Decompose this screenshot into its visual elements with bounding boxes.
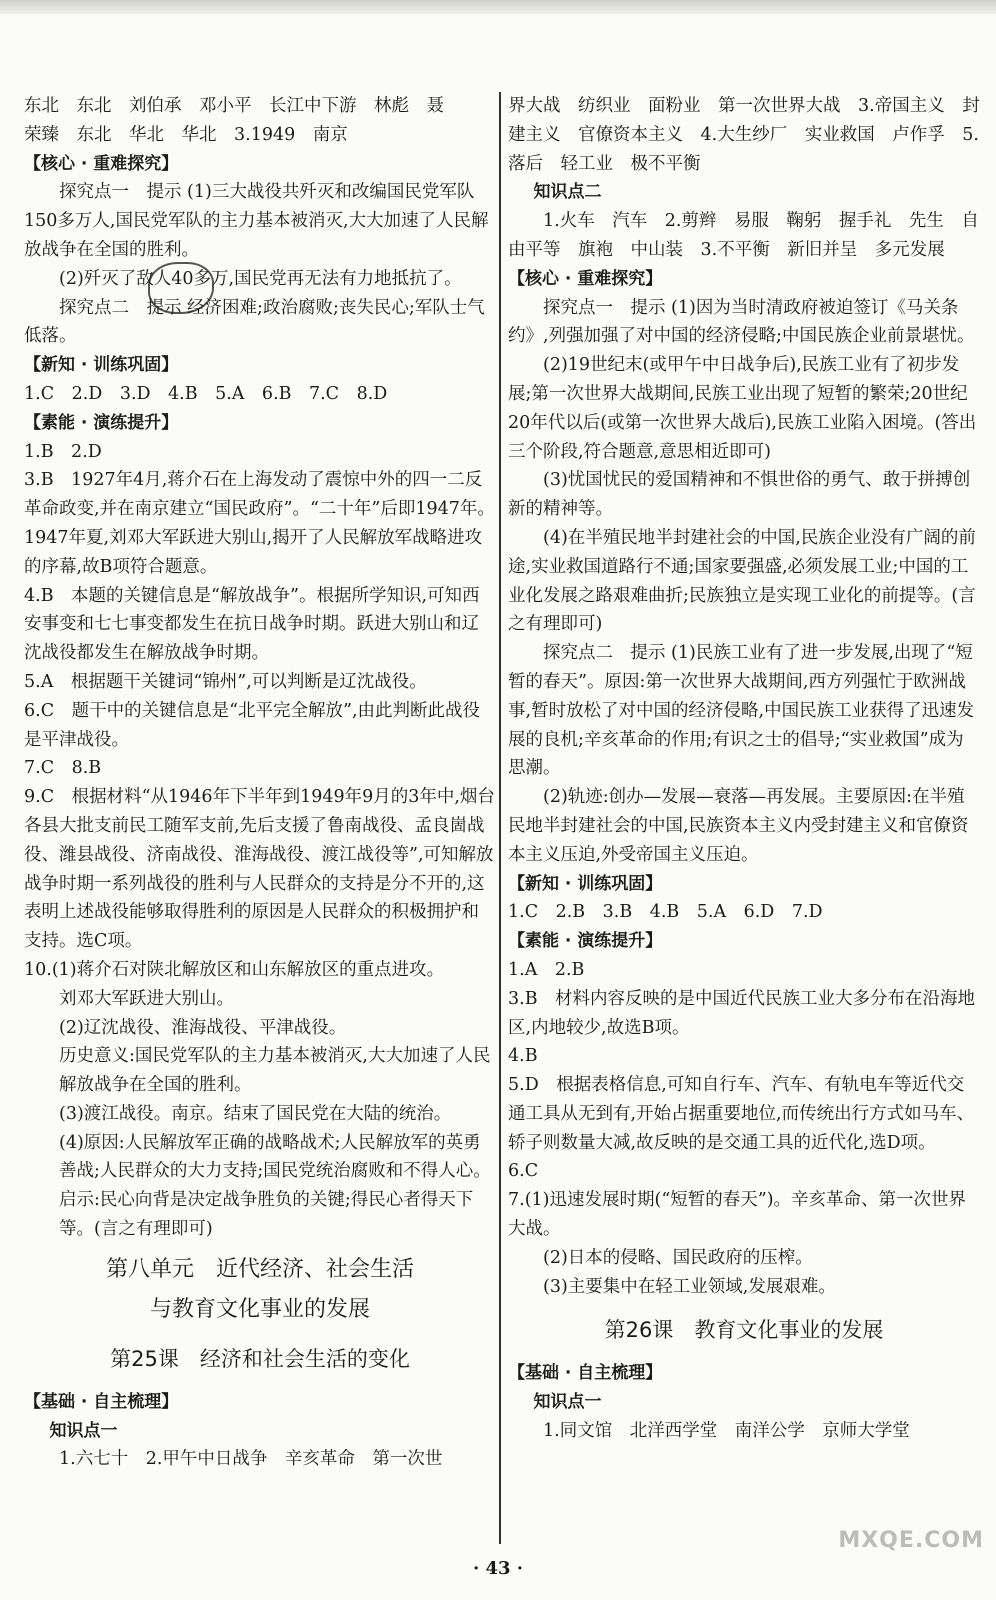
knowledge-point-1-text: 1.六七十 2.甲午中日战争 辛亥革命 第一次世	[59, 1449, 443, 1470]
intro-line-2: 荣臻 东北 华北 华北 3.1949 南京	[24, 124, 348, 145]
knowledge-point-1: 知识点一	[49, 1420, 118, 1441]
unit-title-line-1: 第八单元 近代经济、社会生活	[105, 1256, 414, 1282]
knowledge-point-2: 知识点二	[533, 182, 602, 203]
section-heading-core: 【核心 · 重难探究】	[24, 153, 179, 174]
section-heading-suneng: 【素能 · 演练提升】	[24, 412, 179, 433]
explore-point-1-3: (3)忧国忧民的爱国精神和不惧世俗的勇气、敢于拼搏创新的精神等。	[508, 470, 971, 520]
explore-point-1b: (2)歼灭了敌人40多万,国民党再无法有力地抵抗了。	[59, 268, 462, 289]
suneng-item: 6.C 题干中的关键信息是“北平完全解放”,由此判断此战役是平津战役。	[24, 700, 481, 750]
suneng-item: 5.A 根据题干关键词“锦州”,可以判断是辽沈战役。	[24, 671, 427, 692]
unit-title-line-2: 与教育文化事业的发展	[149, 1296, 370, 1322]
suneng-item: 1.A 2.B	[508, 959, 585, 980]
explore-point-1-2: (2)19世纪末(或甲午中日战争后),民族工业有了初步发展;第一次世界大战期间,民族工业出现了短暂的繁荣;20世纪20年代以后(或第一次世界大战后),民族工业陷入困境。(答出三个阶段,符合题意,意思相近即可)	[508, 355, 977, 462]
lesson-25-title: 第25课 经济和社会生活的变化	[110, 1346, 410, 1371]
knowledge-point-1: 知识点一	[533, 1392, 602, 1413]
section-heading-xinzhi: 【新知 · 训练巩固】	[508, 873, 663, 894]
suneng-item: 3.B 材料内容反映的是中国近代民族工业大多分布在沿海地区,内地较少,故选B项。	[508, 988, 976, 1038]
suneng-item: 4.B	[508, 1046, 538, 1067]
knowledge-point-1-text: 1.同文馆 北洋西学堂 南洋公学 京师大学堂	[543, 1421, 910, 1442]
q10-sub: (3)渡江战役。南京。结束了国民党在大陆的统治。	[59, 1103, 452, 1124]
lesson-26-title: 第26课 教育文化事业的发展	[604, 1318, 884, 1343]
suneng-item: 7.(1)迅速发展时期(“短暂的春天”)。辛亥革命、第一次世界大战。	[508, 1190, 967, 1240]
left-column	[24, 92, 496, 1474]
suneng-item: 7.C 8.B	[24, 758, 102, 779]
top-edge	[0, 0, 996, 14]
explore-point-1: 探究点一 提示 (1)因为当时清政府被迫签订《马关条约》,列强加强了对中国的经济侵略;中国民族企业前景堪忧。	[508, 297, 975, 347]
suneng-item: 3.B 1927年4月,蒋介石在上海发动了震惊中外的四一二反革命政变,并在南京建立“国民政府”。“二十年”后即1947年。1947年夏,刘邓大军跃进大别山,揭开了人民解放军战略进攻的序幕,故B项符合题意。	[24, 470, 495, 577]
section-heading-suneng: 【素能 · 演练提升】	[508, 931, 663, 952]
q10-sub: (2)辽沈战役、淮海战役、平津战役。	[59, 1017, 347, 1038]
suneng-item: 6.C	[508, 1161, 539, 1182]
explore-point-2: 探究点二 提示 (1)民族工业有了进一步发展,出现了“短暂的春天”。原因:第一次世界大战期间,西方列强忙于欧洲战事,暂时放松了对中国的经济侵略,中国民族工业获得了迅速发展的良机;辛亥革命的作用;有识之士的倡导;“实业救国”成为思潮。	[508, 643, 975, 779]
continued-text: 界大战 纺织业 面粉业 第一次世界大战 3.帝国主义 封建主义 官僚资本主义 4.大生纱厂 实业救国 卢作孚 5.落后 轻工业 极不平衡	[508, 96, 980, 174]
suneng-item: 5.D 根据表格信息,可知自行车、汽车、有轨电车等近代交通工具从无到有,开始占据重要地位,而传统出行方式如马车、轿子则数量大减,故反映的是交通工具的近代化,选D项。	[508, 1075, 975, 1153]
xinzhi-answers: 1.C 2.B 3.B 4.B 5.A 6.D 7.D	[508, 902, 823, 923]
watermark: MXQE.COM	[838, 1528, 984, 1553]
page-number: · 43 ·	[472, 1558, 524, 1579]
explore-point-1-4: (4)在半殖民地半封建社会的中国,民族企业没有广阔的前途,实业救国道路行不通;国家要强盛,必须发展工业;中国的工业化发展之路艰难曲折;民族独立是实现工业化的前提等。(言之有理即可)	[508, 527, 976, 635]
right-column	[508, 92, 980, 1446]
suneng-item: 1.B 2.D	[24, 441, 102, 462]
section-heading-core: 【核心 · 重难探究】	[508, 268, 663, 289]
section-heading-xinzhi: 【新知 · 训练巩固】	[24, 355, 179, 376]
knowledge-point-2-text: 1.火车 汽车 2.剪辫 易服 鞠躬 握手礼 先生 自由平等 旗袍 中山装 3.不平衡 新旧并呈 多元发展	[508, 211, 979, 260]
intro-line-1: 东北 东北 刘伯承 邓小平 长江中下游 林彪 聂	[24, 96, 444, 116]
xinzhi-answers: 1.C 2.D 3.D 4.B 5.A 6.B 7.C 8.D	[24, 383, 388, 404]
explore-point-2: 探究点二 提示 经济困难;政治腐败;丧失民心;军队士气低落。	[24, 297, 485, 347]
column-divider	[499, 92, 501, 1544]
q10-sub: 刘邓大军跃进大别山。	[59, 988, 234, 1009]
section-heading-jichu: 【基础 · 自主梳理】	[24, 1391, 179, 1412]
q10-sub: 历史意义:国民党军队的主力基本被消灭,大大加速了人民解放战争在全国的胜利。	[59, 1046, 491, 1096]
explore-point-1: 探究点一 提示 (1)三大战役共歼灭和改编国民党军队150多万人,国民党军队的主力基本被消灭,大大加速了人民解放战争在全国的胜利。	[24, 182, 489, 260]
q7-sub: (2)日本的侵略、国民政府的压榨。	[543, 1247, 813, 1268]
q10-sub: (4)原因:人民解放军正确的战略战术;人民解放军的英勇善战;人民群众的大力支持;国民党统治腐败和不得人心。启示:民心向背是决定战争胜负的关键;得民心者得天下等。(言之有理即可)	[59, 1132, 491, 1240]
suneng-item: 9.C 根据材料“从1946年下半年到1949年9月的3年中,烟台各县大批支前民工随军支前,先后支援了鲁南战役、孟良崮战役、潍县战役、济南战役、淮海战役、渡江战役等”,可知解放战争时期一系列战役的胜利与人民群众的支持是分不开的,这表明上述战役能够取得胜利的原因是人民群众的积极拥护和支持。选C项。	[24, 787, 495, 952]
q7-sub: (3)主要集中在轻工业领域,发展艰难。	[543, 1276, 836, 1297]
section-heading-jichu: 【基础 · 自主梳理】	[508, 1363, 663, 1384]
explore-point-2-2: (2)轨迹:创办—发展—衰落—再发展。主要原因:在半殖民地半封建社会的中国,民族资本主义内受封建主义和官僚资本主义压迫,外受帝国主义压迫。	[508, 787, 969, 865]
suneng-item: 10.(1)蒋介石对陕北解放区和山东解放区的重点进攻。	[24, 959, 445, 980]
suneng-item: 4.B 本题的关键信息是“解放战争”。根据所学知识,可知西安事变和七七事变都发生在抗日战争时期。跃进大别山和辽沈战役都发生在解放战争时期。	[24, 585, 480, 664]
